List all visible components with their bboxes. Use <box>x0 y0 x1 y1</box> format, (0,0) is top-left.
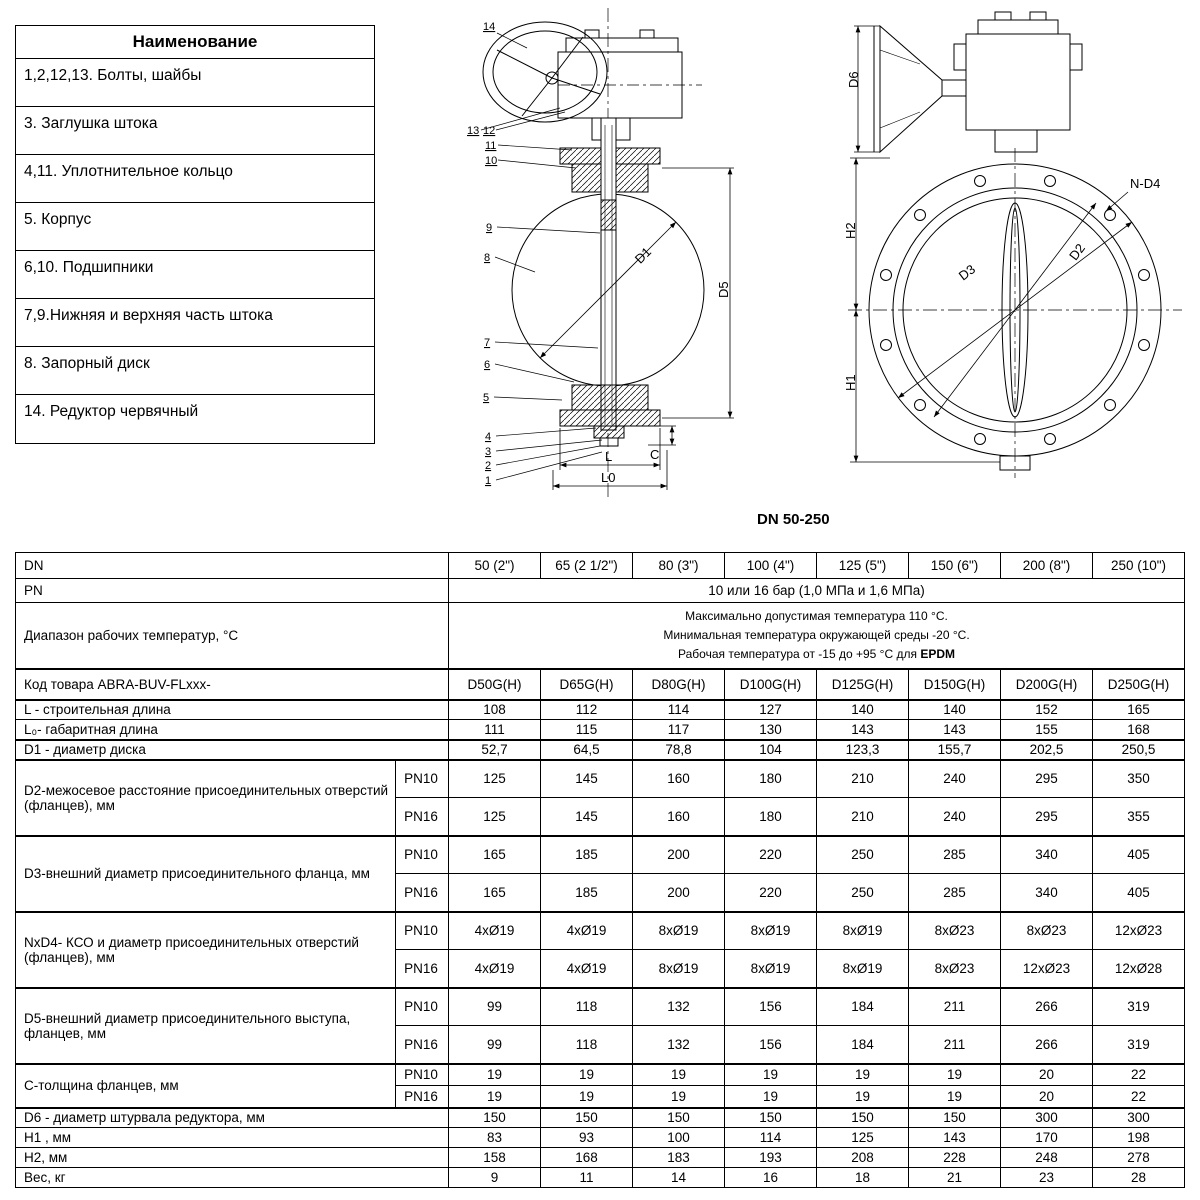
pn16-sublabel: PN16 <box>396 950 449 988</box>
row-label: NxD4- КСО и диаметр присоединительных отверстий (фланцев), мм <box>16 912 396 988</box>
spec-cell: 123,3 <box>817 740 909 760</box>
callout-3: 3 <box>485 446 492 458</box>
row-label: H2, мм <box>16 1148 449 1168</box>
row-label: D2-межосевое расстояние присоединительных отверстий (фланцев), мм <box>16 760 396 836</box>
spec-cell: 200 <box>633 874 725 912</box>
spec-row-L <box>16 700 1185 720</box>
spec-cell: 12xØ23 <box>1001 950 1093 988</box>
callout-8: 8 <box>484 252 491 264</box>
spec-cell: 300 <box>1093 1108 1185 1128</box>
dim-d6-label: D6 <box>846 71 861 88</box>
spec-row-D1 <box>16 740 1185 760</box>
row-label: L₀- габаритная длина <box>16 720 449 740</box>
spec-row-ND4-pn10 <box>16 912 1185 950</box>
spec-cell: 19 <box>909 1064 1001 1086</box>
spec-cell: 118 <box>541 988 633 1026</box>
callout-1: 1 <box>485 475 492 487</box>
spec-cell: 118 <box>541 1026 633 1064</box>
spec-cell: 150 <box>633 1108 725 1128</box>
callout-10: 10 <box>485 155 498 167</box>
spec-cell: 8xØ19 <box>633 912 725 950</box>
dn-value-cell: 80 (3") <box>633 553 725 579</box>
pn-value: 10 или 16 бар (1,0 МПа и 1,6 МПа) <box>449 579 1185 603</box>
dim-d2-label: D2 <box>1065 240 1088 264</box>
spec-cell: 250 <box>817 836 909 874</box>
temperature-label: Диапазон рабочих температур, °С <box>16 603 449 669</box>
spec-cell: 220 <box>725 874 817 912</box>
spec-row-weight <box>16 1168 1185 1188</box>
dim-d5-label: D5 <box>716 281 731 298</box>
spec-row-temperature <box>16 603 1185 669</box>
spec-cell: 140 <box>909 700 1001 720</box>
spec-cell: 4xØ19 <box>449 950 541 988</box>
temperature-value <box>449 603 1185 669</box>
spec-cell: 111 <box>449 720 541 740</box>
pn16-sublabel: PN16 <box>396 1086 449 1108</box>
spec-cell: 12xØ23 <box>1093 912 1185 950</box>
pn10-sublabel: PN10 <box>396 988 449 1026</box>
spec-cell: 12xØ28 <box>1093 950 1185 988</box>
spec-cell: 127 <box>725 700 817 720</box>
dn-label: DN <box>16 553 449 579</box>
dn-value-cell: 65 (2 1/2") <box>541 553 633 579</box>
spec-row-H2 <box>16 1148 1185 1168</box>
spec-cell: 19 <box>541 1064 633 1086</box>
spec-cell: 83 <box>449 1128 541 1148</box>
spec-cell: 8xØ19 <box>817 912 909 950</box>
spec-cell: 18 <box>817 1168 909 1188</box>
parts-row: 7,9.Нижняя и верхняя часть штока <box>16 299 374 347</box>
code-label: Код товара ABRA-BUV-FLxxx- <box>16 669 449 700</box>
callout-2: 2 <box>485 460 492 472</box>
spec-cell: 285 <box>909 874 1001 912</box>
spec-cell: 112 <box>541 700 633 720</box>
spec-row-L0 <box>16 720 1185 740</box>
spec-cell: 125 <box>817 1128 909 1148</box>
technical-drawings <box>0 0 1200 545</box>
spec-row-dn <box>16 553 1185 579</box>
pn10-sublabel: PN10 <box>396 912 449 950</box>
code-cell: D80G(H) <box>633 669 725 700</box>
spec-cell: 405 <box>1093 836 1185 874</box>
spec-cell: 180 <box>725 798 817 836</box>
spec-cell: 184 <box>817 1026 909 1064</box>
pn10-sublabel: PN10 <box>396 1064 449 1086</box>
pn10-sublabel: PN10 <box>396 760 449 798</box>
row-label: D3-внешний диаметр присоединительного фланца, мм <box>16 836 396 912</box>
spec-cell: 8xØ23 <box>909 950 1001 988</box>
pn16-sublabel: PN16 <box>396 1026 449 1064</box>
dn-value-cell: 100 (4") <box>725 553 817 579</box>
spec-cell: 145 <box>541 798 633 836</box>
callout-12: 12 <box>483 125 496 137</box>
spec-cell: 250 <box>817 874 909 912</box>
spec-cell: 132 <box>633 1026 725 1064</box>
dim-d3-label: D3 <box>955 261 979 284</box>
spec-cell: 145 <box>541 760 633 798</box>
gearbox-front <box>954 12 1082 152</box>
spec-cell: 152 <box>1001 700 1093 720</box>
spec-cell: 99 <box>449 1026 541 1064</box>
callout-7: 7 <box>484 337 491 349</box>
spec-cell: 64,5 <box>541 740 633 760</box>
pn16-sublabel: PN16 <box>396 874 449 912</box>
dn-value-cell: 125 (5") <box>817 553 909 579</box>
spec-cell: 19 <box>449 1086 541 1108</box>
dim-c-label: C <box>650 447 660 462</box>
spec-row-D2-pn10 <box>16 760 1185 798</box>
spec-row-C-pn10 <box>16 1064 1185 1086</box>
spec-cell: 125 <box>449 798 541 836</box>
spec-cell: 20 <box>1001 1086 1093 1108</box>
bottom-flange <box>560 385 660 446</box>
spec-cell: 22 <box>1093 1064 1185 1086</box>
dn-value-cell: 50 (2") <box>449 553 541 579</box>
spec-cell: 208 <box>817 1148 909 1168</box>
temp-line-1: Максимально допустимая температура 110 °С. <box>685 609 948 624</box>
spec-cell: 150 <box>449 1108 541 1128</box>
callout-14: 14 <box>483 21 496 33</box>
spec-cell: 156 <box>725 1026 817 1064</box>
row-label: Вес, кг <box>16 1168 449 1188</box>
spec-cell: 319 <box>1093 988 1185 1026</box>
spec-cell: 340 <box>1001 874 1093 912</box>
dim-h1-label: H1 <box>843 374 858 391</box>
spec-cell: 20 <box>1001 1064 1093 1086</box>
spec-cell: 220 <box>725 836 817 874</box>
parts-row: 6,10. Подшипники <box>16 251 374 299</box>
temp-line-3: Рабочая температура от -15 до +95 °С для EPDM <box>678 646 955 661</box>
spec-cell: 108 <box>449 700 541 720</box>
spec-cell: 248 <box>1001 1148 1093 1168</box>
spec-row-pn <box>16 579 1185 603</box>
spec-table <box>15 552 1185 1188</box>
spec-cell: 130 <box>725 720 817 740</box>
dim-h2-label: H2 <box>843 222 858 239</box>
dim-l-label: L <box>605 449 613 464</box>
spec-cell: 93 <box>541 1128 633 1148</box>
callout-6: 6 <box>484 359 491 371</box>
spec-cell: 125 <box>449 760 541 798</box>
dn-value-cell: 200 (8") <box>1001 553 1093 579</box>
dim-nd4-label: N-D4 <box>1130 176 1161 191</box>
spec-cell: 150 <box>541 1108 633 1128</box>
parts-row: 3. Заглушка штока <box>16 107 374 155</box>
handwheel <box>483 22 607 122</box>
spec-cell: 295 <box>1001 760 1093 798</box>
spec-cell: 165 <box>449 836 541 874</box>
spec-cell: 11 <box>541 1168 633 1188</box>
dim-d6 <box>854 26 880 152</box>
nd4-leader <box>1106 192 1128 211</box>
dn-value-cell: 150 (6") <box>909 553 1001 579</box>
spec-cell: 168 <box>1093 720 1185 740</box>
spec-row-H1 <box>16 1128 1185 1148</box>
spec-cell: 19 <box>909 1086 1001 1108</box>
dim-l0-label: L0 <box>601 470 616 485</box>
spec-cell: 143 <box>817 720 909 740</box>
spec-cell: 155 <box>1001 720 1093 740</box>
spec-cell: 4xØ19 <box>449 912 541 950</box>
code-cell: D125G(H) <box>817 669 909 700</box>
row-label: D5-внешний диаметр присоединительного выступа, фланцев, мм <box>16 988 396 1064</box>
spec-cell: 183 <box>633 1148 725 1168</box>
callout-9: 9 <box>486 222 493 234</box>
spec-cell: 8xØ23 <box>909 912 1001 950</box>
spec-cell: 198 <box>1093 1128 1185 1148</box>
spec-row-code <box>16 669 1185 700</box>
spec-cell: 240 <box>909 798 1001 836</box>
spec-cell: 19 <box>725 1064 817 1086</box>
spec-cell: 285 <box>909 836 1001 874</box>
spec-cell: 160 <box>633 760 725 798</box>
callout-11: 11 <box>485 140 497 152</box>
spec-cell: 240 <box>909 760 1001 798</box>
spec-cell: 19 <box>633 1064 725 1086</box>
spec-cell: 8xØ23 <box>1001 912 1093 950</box>
spec-cell: 170 <box>1001 1128 1093 1148</box>
spec-cell: 340 <box>1001 836 1093 874</box>
spec-cell: 104 <box>725 740 817 760</box>
spec-cell: 8xØ19 <box>633 950 725 988</box>
spec-cell: 99 <box>449 988 541 1026</box>
callout-4: 4 <box>485 431 492 443</box>
spec-cell: 300 <box>1001 1108 1093 1128</box>
dim-d1-label: D1 <box>631 244 655 267</box>
spec-cell: 165 <box>449 874 541 912</box>
pn10-sublabel: PN10 <box>396 836 449 874</box>
spec-cell: 52,7 <box>449 740 541 760</box>
spec-cell: 28 <box>1093 1168 1185 1188</box>
spec-cell: 319 <box>1093 1026 1185 1064</box>
spec-cell: 143 <box>909 1128 1001 1148</box>
row-label: С-толщина фланцев, мм <box>16 1064 396 1108</box>
spec-cell: 4xØ19 <box>541 950 633 988</box>
spec-cell: 117 <box>633 720 725 740</box>
stem <box>601 118 616 430</box>
spec-cell: 210 <box>817 760 909 798</box>
valve-front-drawing <box>848 12 1182 478</box>
spec-cell: 193 <box>725 1148 817 1168</box>
spec-cell: 21 <box>909 1168 1001 1188</box>
code-cell: D65G(H) <box>541 669 633 700</box>
spec-cell: 19 <box>817 1064 909 1086</box>
parts-row: 5. Корпус <box>16 203 374 251</box>
spec-cell: 78,8 <box>633 740 725 760</box>
dn-value-cell: 250 (10") <box>1093 553 1185 579</box>
spec-cell: 350 <box>1093 760 1185 798</box>
parts-row: 8. Запорный диск <box>16 347 374 395</box>
spec-cell: 115 <box>541 720 633 740</box>
spec-cell: 156 <box>725 988 817 1026</box>
spec-row-D5-pn10 <box>16 988 1185 1026</box>
row-label: D1 - диаметр диска <box>16 740 449 760</box>
dim-h1 <box>850 310 1000 462</box>
spec-cell: 250,5 <box>1093 740 1185 760</box>
spec-cell: 185 <box>541 874 633 912</box>
parts-row: 1,2,12,13. Болты, шайбы <box>16 59 374 107</box>
spec-cell: 114 <box>633 700 725 720</box>
spec-cell: 150 <box>909 1108 1001 1128</box>
row-label: D6 - диаметр штурвала редуктора, мм <box>16 1108 449 1128</box>
spec-cell: 8xØ19 <box>725 950 817 988</box>
spec-row-D3-pn10 <box>16 836 1185 874</box>
spec-cell: 405 <box>1093 874 1185 912</box>
spec-cell: 150 <box>725 1108 817 1128</box>
spec-row-D6 <box>16 1108 1185 1128</box>
spec-cell: 295 <box>1001 798 1093 836</box>
spec-cell: 185 <box>541 836 633 874</box>
spec-cell: 114 <box>725 1128 817 1148</box>
spec-cell: 14 <box>633 1168 725 1188</box>
spec-cell: 22 <box>1093 1086 1185 1108</box>
row-label: H1 , мм <box>16 1128 449 1148</box>
callout-5: 5 <box>483 392 490 404</box>
spec-cell: 202,5 <box>1001 740 1093 760</box>
spec-cell: 184 <box>817 988 909 1026</box>
parts-row: 4,11. Уплотнительное кольцо <box>16 155 374 203</box>
spec-cell: 19 <box>633 1086 725 1108</box>
spec-cell: 132 <box>633 988 725 1026</box>
spec-cell: 158 <box>449 1148 541 1168</box>
spec-cell: 23 <box>1001 1168 1093 1188</box>
spec-cell: 19 <box>541 1086 633 1108</box>
drawing-caption: DN 50-250 <box>757 511 830 528</box>
spec-cell: 19 <box>817 1086 909 1108</box>
spec-cell: 8xØ19 <box>725 912 817 950</box>
pn-label: PN <box>16 579 449 603</box>
spec-cell: 211 <box>909 1026 1001 1064</box>
gearbox <box>558 30 702 140</box>
handwheel-side <box>874 26 966 152</box>
spec-cell: 155,7 <box>909 740 1001 760</box>
parts-table-header: Наименование <box>16 26 374 59</box>
spec-cell: 150 <box>817 1108 909 1128</box>
spec-cell: 4xØ19 <box>541 912 633 950</box>
spec-cell: 210 <box>817 798 909 836</box>
code-cell: D250G(H) <box>1093 669 1185 700</box>
spec-cell: 100 <box>633 1128 725 1148</box>
spec-cell: 228 <box>909 1148 1001 1168</box>
spec-cell: 200 <box>633 836 725 874</box>
spec-cell: 168 <box>541 1148 633 1168</box>
spec-cell: 16 <box>725 1168 817 1188</box>
spec-cell: 180 <box>725 760 817 798</box>
spec-cell: 19 <box>449 1064 541 1086</box>
code-cell: D200G(H) <box>1001 669 1093 700</box>
spec-cell: 9 <box>449 1168 541 1188</box>
valve-section-drawing <box>481 8 734 500</box>
callout-13: 13 <box>467 125 480 137</box>
spec-cell: 160 <box>633 798 725 836</box>
spec-cell: 165 <box>1093 700 1185 720</box>
spec-cell: 140 <box>817 700 909 720</box>
spec-cell: 211 <box>909 988 1001 1026</box>
parts-row: 14. Редуктор червячный <box>24 403 199 420</box>
temp-line-2: Минимальная температура окружающей среды -20 °С. <box>663 627 970 642</box>
spec-cell: 278 <box>1093 1148 1185 1168</box>
dim-c <box>648 426 676 445</box>
pn16-sublabel: PN16 <box>396 798 449 836</box>
spec-cell: 355 <box>1093 798 1185 836</box>
code-cell: D100G(H) <box>725 669 817 700</box>
row-label: L - строительная длина <box>16 700 449 720</box>
spec-cell: 266 <box>1001 1026 1093 1064</box>
spec-cell: 143 <box>909 720 1001 740</box>
spec-cell: 8xØ19 <box>817 950 909 988</box>
code-cell: D150G(H) <box>909 669 1001 700</box>
code-cell: D50G(H) <box>449 669 541 700</box>
spec-cell: 266 <box>1001 988 1093 1026</box>
spec-cell: 19 <box>725 1086 817 1108</box>
